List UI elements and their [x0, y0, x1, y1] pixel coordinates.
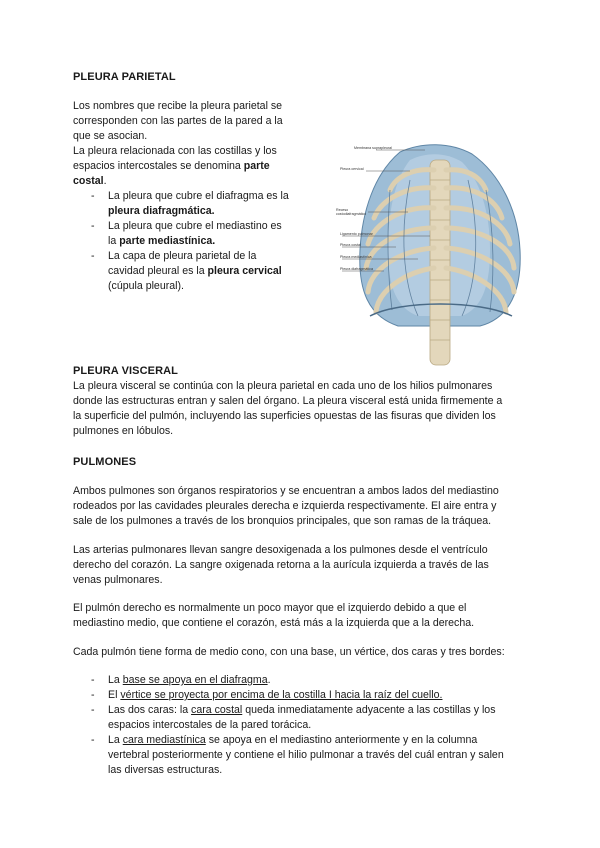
list-item: La pleura que cubre el diafragma es la pleura diafragmática. [108, 190, 289, 217]
list-item: La pleura que cubre el mediastino es la parte mediastínica. [108, 220, 282, 247]
pulmones-paragraph-1: Ambos pulmones son órganos respiratorios y se encuentran a ambos lados del mediastino rodeados por las cavidades pleurales derecha e izquierda respectivamente. El aire entra y sale de los pulmones a través de los bronquios principales, que son ramas de la tráquea. [73, 485, 499, 527]
bold-term: costal [73, 175, 104, 187]
bold-term: parte [243, 160, 270, 172]
underlined-term: base se apoya en el diafragma [122, 674, 268, 686]
intro-line: costal. [73, 175, 107, 187]
list-item-base: La base se apoya en el diafragma. [108, 674, 271, 686]
underlined-term: se proyecta por encima de la costilla I hacia la raíz del cuello. [151, 689, 443, 701]
list-dash: - [91, 734, 95, 746]
intro-line: La pleura relacionada con las costillas y los [73, 145, 277, 157]
list-dash: - [91, 220, 95, 232]
figure-label: Pleura cervical [340, 167, 364, 171]
pleura-parietal-intro [73, 99, 313, 189]
heading-pleura-parietal: PLEURA PARIETAL [73, 71, 176, 83]
intro-line: espacios intercostales se denomina parte [73, 160, 270, 172]
intro-line: Los nombres que recibe la pleura parietal se [73, 100, 283, 112]
figure-label: Pleura costal [340, 243, 361, 247]
figure-label: Pleura diafragmática [340, 267, 373, 271]
pleura-visceral-paragraph: La pleura visceral se continúa con la pleura parietal en cada uno de los hilios pulmonares donde las estructuras entran y salen del órgano. La pleura visceral está unida firmemente a la superficie del pulmón, incluyendo las superficies opuestas de las fisuras que dividen los pulmones en lóbulos. [73, 380, 503, 437]
list-dash: - [91, 190, 95, 202]
pulmones-paragraph-3: El pulmón derecho es normalmente un poco mayor que el izquierdo debido a que el mediastino medio, que contiene el corazón, está más a la izquierda que a la derecha. [73, 602, 475, 629]
bold-term: pleura diafragmática. [108, 205, 215, 217]
pulmones-paragraph-4: Cada pulmón tiene forma de medio cono, con una base, un vértice, dos caras y tres bordes: [73, 646, 505, 658]
underlined-term: cara costal [191, 704, 243, 716]
intro-line: corresponden con las partes de la pared a la [73, 115, 283, 127]
vertebral-column [430, 160, 450, 365]
list-dash: - [91, 704, 95, 716]
list-dash: - [91, 674, 95, 686]
list-item-caras: Las dos caras: la cara costal queda inmediatamente adyacente a las costillas y los espacios intercostales de la pared torácica. [108, 704, 496, 731]
heading-pleura-visceral: PLEURA VISCERAL [73, 365, 178, 377]
underlined-term: cara mediastínica [122, 734, 206, 746]
list-item: La capa de pleura parietal de la cavidad pleural es la pleura cervical (cúpula pleural). [108, 250, 282, 292]
heading-pulmones: PULMONES [73, 456, 137, 468]
figure-label: Receso costodiafragmático [336, 208, 367, 216]
intro-line: que se asocian. [73, 130, 148, 142]
underlined-term: vértice [120, 689, 152, 701]
list-dash: - [91, 250, 95, 262]
list-item-cara-mediastinica: La cara mediastínica se apoya en el mediastino anteriormente y en la columna vertebral posteriormente y contiene el hilio pulmonar a través del cuál entran y salen las diversas estructuras. [108, 734, 504, 776]
list-dash: - [91, 689, 95, 701]
bold-term: pleura cervical [207, 265, 282, 277]
list-item-vertice: El vértice se proyecta por encima de la costilla I hacia la raíz del cuello. [108, 689, 443, 701]
figure-label: Ligamento pulmonar [340, 232, 373, 236]
bold-term: parte mediastínica. [119, 235, 216, 247]
thorax-pleura-illustration [330, 140, 530, 372]
pulmones-paragraph-2: Las arterias pulmonares llevan sangre desoxigenada a los pulmones desde el ventrículo derecho del corazón. La sangre oxigenada retorna a la aurícula izquierda a través de las venas pulmonares. [73, 544, 489, 586]
figure-label: Membrana suprapleural [354, 146, 392, 150]
figure-label: Pleura mediastínica [340, 255, 372, 259]
